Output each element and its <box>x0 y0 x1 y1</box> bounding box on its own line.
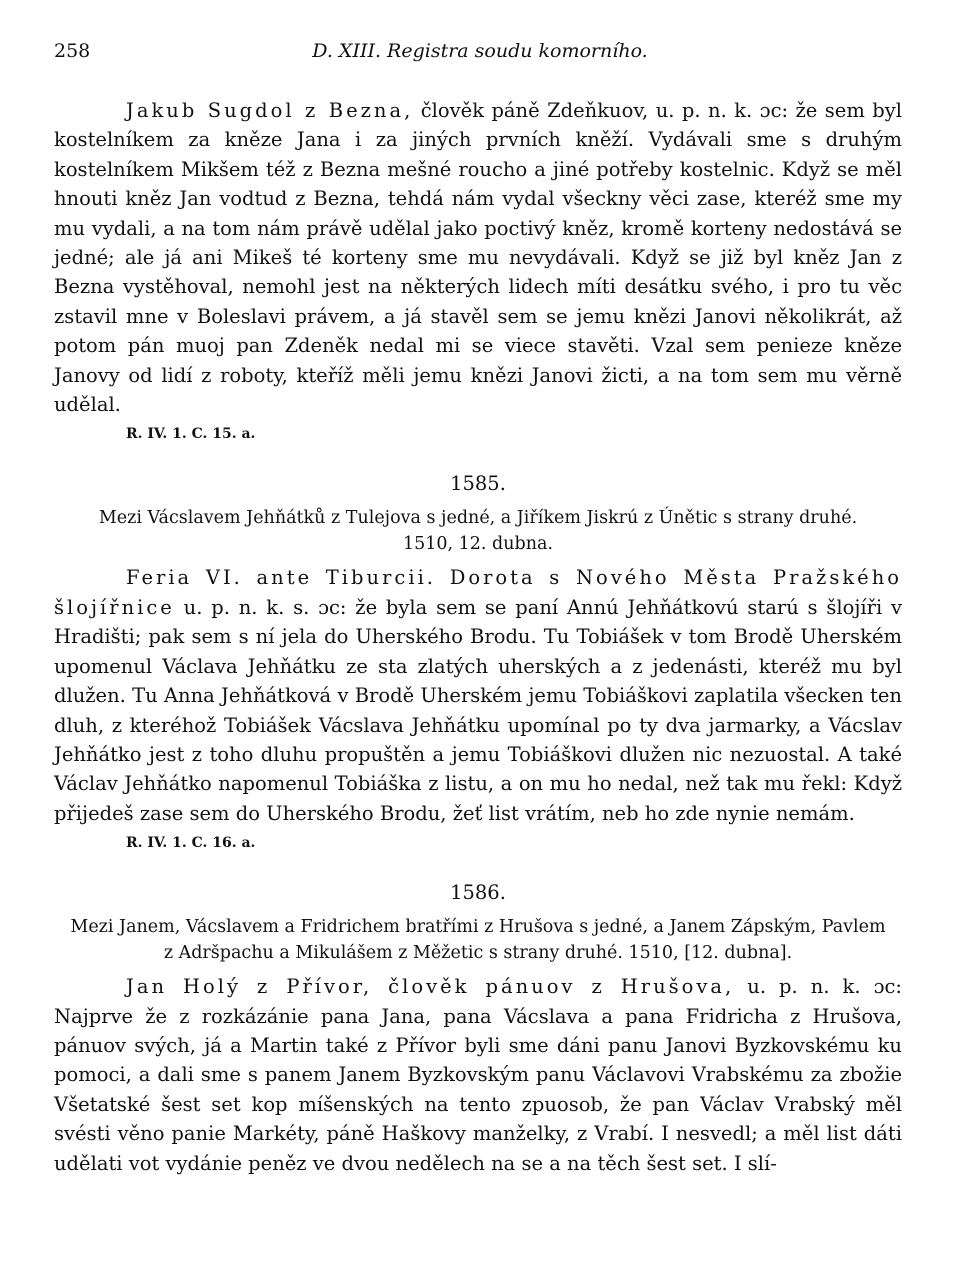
entry-number-1586: 1586. <box>450 881 506 905</box>
source-reference: R. IV. 1. C. 16. a. <box>126 835 256 852</box>
paragraph-text: u. p. n. k. ɔc: Najprve že z rozkázánie pana Jana, pana Vácslava a pana Fridricha z Hrušova, pánuov svých, já a Martin také z Přívor byli sme dáni panu Janovi Byzkovskému ku pomoci, a dali sme s panem Janem Byzkovským panu Václavovi Vrabskému za zbožie Všetatské šest set kop míšenských na tento zpuosob, že pan Václav Vrabský měl svésti věno panie Markéty, páně Haškovy manželky, z Vrabí. I nesvedl; a měl list dáti udělati vot vydánie peněz ve dvou nedělech na se a na těch šest set. I slí- <box>54 975 902 1175</box>
entry-number-1585: 1585. <box>450 472 506 496</box>
source-reference: R. IV. 1. C. 15. a. <box>126 426 256 443</box>
entry-heading-line: Mezi Janem, Vácslavem a Fridrichem bratřími z Hrušova s jedné, a Janem Zápským, Pavlem <box>70 917 886 938</box>
paragraph-testimony-dorota <box>54 563 902 828</box>
page-header <box>54 40 906 80</box>
paragraph-lead: Feria VI. ante Tiburcii. Dorota s Nového Města Pražského šlojířnice <box>54 566 902 619</box>
paragraph-lead: Jan Holý z Přívor, člověk pánuov z Hrušova, <box>126 975 735 999</box>
entry-heading-line: Mezi Vácslavem Jehňátků z Tulejova s jedné, a Jiříkem Jiskrú z Únětic s strany druhé. <box>98 508 858 529</box>
paragraph-testimony-jan-holy <box>54 972 902 1178</box>
page-number: 258 <box>54 40 91 62</box>
body-text <box>54 96 902 1178</box>
paragraph-text: u. p. n. k. s. ɔc: že byla sem se paní Annú Jehňátkovú starú s šlojíři v Hradišti; pak sem s ní jela do Uherského Brodu. Tu Tobiášek v tom Brodě Uherském upomenul Václava Jehňátku ze sta zlatých uherských a z jedenásti, kteréž mu byl dlužen. Tu Anna Jehňátková v Brodě Uherském jemu Tobiáškovi zaplatila všecken ten dluh, z kteréhož Tobiášek Vácslava Jehňátku upomínal po ty dva jarmarky, a Vácslav Jehňátko jest z toho dluhu propuštěn a jemu Tobiáškovi dlužen nic nezuostal. A také Václav Jehňátko napomenul Tobiáška z listu, a on mu ho nedal, než tak mu řekl: Když přijedeš zase sem do Uherského Brodu, žeť list vrátím, neb ho zde nynie nemám. <box>54 595 902 825</box>
paragraph-text: člověk páně Zdeňkuov, u. p. n. k. ɔc: že sem byl kostelníkem za kněze Jana i za jiných prvních kněží. Vydávali sme s druhým kostelníkem Mikšem též z Bezna mešné roucho a jiné potřeby kostelnic. Když se měl hnouti kněz Jan vodtud z Bezna, tehdá nám vydal všeckny věci zase, kteréž sme my mu vydali, a na tom nám právě udělal jako poctivý kněz, kromě korteny nedostává se jedné; ale já ani Mikeš té korteny sme mu nevydávali. Když se již byl kněz Jan z Bezna vystěhoval, nemohl jest na některých lidech míti desátku svého, i pro tu věc zstavil mne v Boleslavi právem, a já stavěl sem se jemu knězi Janovi několikrát, až potom pán muoj pan Zdeněk nedal mi se viece stavěti. Vzal sem penieze kněze Janovy od lidí z roboty, kteříž měli jemu knězi Janovi žicti, a na tom sem mu věrně udělal. <box>54 99 902 417</box>
entry-heading-line: z Adršpachu a Mikulášem z Měžetic s strany druhé. 1510, [12. dubna]. <box>163 943 793 964</box>
entry-heading-date: 1510, 12. dubna. <box>403 534 553 555</box>
entry-heading-1586 <box>54 914 902 966</box>
paragraph-lead: Jakub Sugdol z Bezna, <box>126 99 414 122</box>
running-title: D. XIII. Registra soudu komorního. <box>312 40 648 62</box>
entry-heading-1585 <box>54 505 902 557</box>
paragraph-testimony-jakub <box>54 96 902 419</box>
